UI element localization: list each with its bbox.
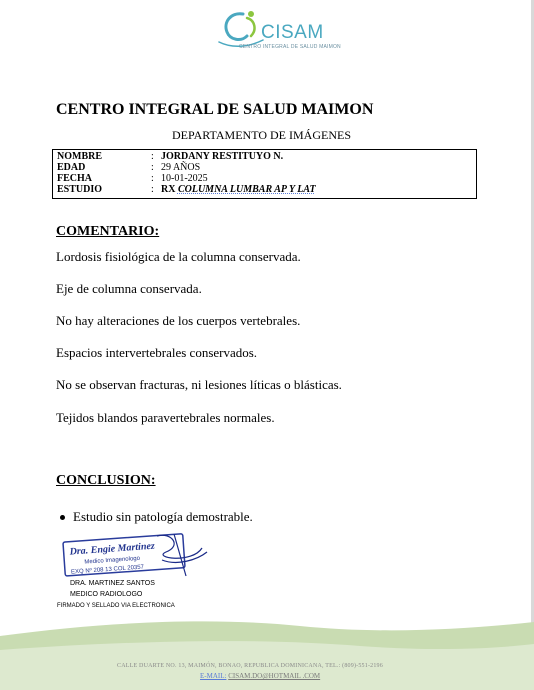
info-value-fecha: 10-01-2025 bbox=[161, 173, 208, 184]
conclusion-item bbox=[73, 509, 253, 525]
patient-info-box bbox=[52, 149, 477, 199]
signature-stamp bbox=[62, 530, 212, 580]
info-separator: : bbox=[151, 184, 154, 195]
logo-subtitle: CENTRO INTEGRAL DE SALUD MAIMON bbox=[239, 44, 341, 50]
conclusion-heading: CONCLUSION: bbox=[56, 473, 156, 488]
department-title: DEPARTAMENTO DE IMÁGENES bbox=[172, 128, 351, 142]
estudio-prefix: RX bbox=[161, 184, 176, 195]
footer-email bbox=[200, 672, 320, 680]
info-value-estudio bbox=[161, 184, 316, 195]
info-value-edad: 29 AÑOS bbox=[161, 162, 201, 173]
cisam-logo bbox=[203, 8, 341, 56]
finding-item: No hay alteraciones de los cuerpos vertebrales. bbox=[56, 313, 301, 328]
info-separator: : bbox=[151, 173, 154, 184]
doctor-title: MEDICO RADIOLOGO bbox=[70, 591, 143, 598]
info-value-nombre: JORDANY RESTITUYO N. bbox=[161, 151, 284, 162]
footer-address: CALLE DUARTE NO. 13, MAIMÓN, BONAO, REPUBLICA DOMINICANA, TEL.: (809)-551-2196 bbox=[117, 663, 383, 669]
doctor-name: DRA. MARTINEZ SANTOS bbox=[70, 580, 155, 587]
stamp-line-2: Medico Imagenologo bbox=[84, 555, 141, 566]
info-label: ESTUDIO bbox=[57, 184, 103, 195]
info-label: EDAD bbox=[57, 162, 86, 173]
comment-heading: COMENTARIO: bbox=[56, 224, 160, 239]
stamp-line-1: Dra. Engie Martinez bbox=[69, 540, 156, 558]
estudio-name: COLUMNA LUMBAR AP Y LAT bbox=[177, 184, 316, 195]
finding-item: Lordosis fisiológica de la columna conservada. bbox=[56, 249, 301, 264]
email-prefix: E-MAIL: bbox=[200, 672, 227, 680]
finding-item: Tejidos blandos paravertebrales normales. bbox=[56, 410, 275, 425]
signature-note: FIRMADO Y SELLADO VIA ELECTRONICA bbox=[57, 603, 175, 609]
logo-text: CISAM bbox=[261, 22, 324, 43]
bullet-icon bbox=[60, 515, 65, 520]
finding-item: No se observan fracturas, ni lesiones líticas o blásticas. bbox=[56, 377, 342, 392]
email-address[interactable]: CISAM.DO@HOTMAIL .COM bbox=[228, 672, 321, 680]
finding-item: Eje de columna conservada. bbox=[56, 281, 202, 296]
finding-item: Espacios intervertebrales conservados. bbox=[56, 345, 258, 360]
stamp-line-3: EXQ Nº 208 13 COL 20357 bbox=[70, 564, 145, 576]
info-separator: : bbox=[151, 151, 154, 162]
page-title: CENTRO INTEGRAL DE SALUD MAIMON bbox=[56, 101, 374, 118]
conclusion-text: Estudio sin patología demostrable. bbox=[73, 509, 253, 524]
info-label: NOMBRE bbox=[57, 151, 102, 162]
info-label: FECHA bbox=[57, 173, 92, 184]
info-separator: : bbox=[151, 162, 154, 173]
